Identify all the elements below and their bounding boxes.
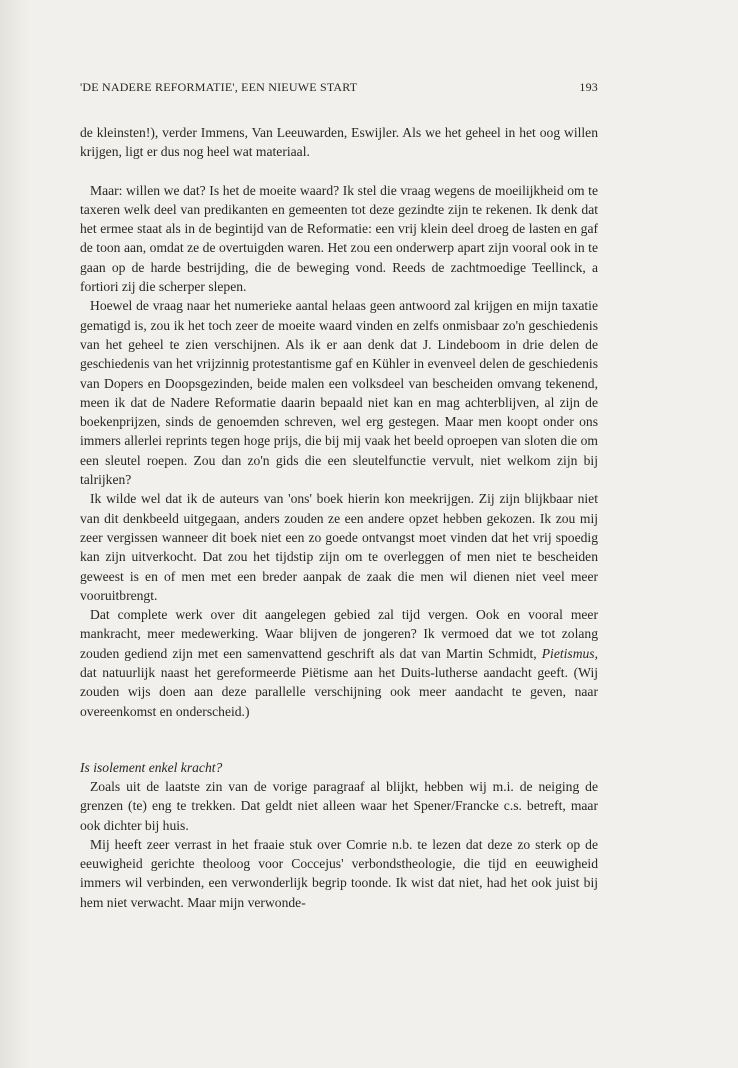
book-title-italic: Pietismus, (541, 645, 598, 661)
paragraph (80, 605, 598, 721)
page-number: 193 (579, 80, 598, 94)
book-page (80, 80, 598, 912)
scan-edge (0, 0, 30, 1068)
paragraph-text: Dat complete werk over dit aangelegen gebied zal tijd vergen. Ook en vooral meer mankracht, meer medewerking. Waar blijven de jongeren? Ik vermoed dat we tot zolang zouden gediend zijn met een samenvattend geschrift als dat van Martin Schmidt, (80, 607, 598, 661)
paragraph-continued: de kleinsten!), verder Immens, Van Leeuwarden, Eswijler. Als we het geheel in het oog willen krijgen, ligt er dus nog heel wat materiaal. (80, 125, 598, 160)
running-head (80, 80, 598, 95)
running-head-title: 'DE NADERE REFORMATIE', EEN NIEUWE START (80, 80, 358, 94)
paragraph: Mij heeft zeer verrast in het fraaie stuk over Comrie n.b. te lezen dat deze zo sterk op de eeuwigheid gerichte theoloog voor Coccejus' verbondstheologie, die tijd en eeuwigheid immers wil verbinden, een verwonderlijk begrip toonde. Ik wist dat niet, had het ook juist bij hem niet verwacht. Maar mijn verwonde- (80, 836, 598, 910)
paragraph: Maar: willen we dat? Is het de moeite waard? Ik stel die vraag wegens de moeilijkheid om te taxeren welk deel van predikanten en gemeenten tot deze gezindte zijn te rekenen. Ik denk dat het ermee staat als in de begintijd van de Reformatie: een vrij klein deel droeg de lasten en gaf de toon aan, omdat ze de overtuigden waren. Het zou een onderwerp apart zijn vooral ook in te gaan op de harde bestrijding, die de beweging vond. Reeds de zachtmoedige Teellinck, a fortiori zij die scherper slepen. (80, 182, 598, 295)
body-text (80, 123, 598, 912)
paragraph: Zoals uit de laatste zin van de vorige paragraaf al blijkt, hebben wij m.i. de neiging de grenzen (te) eng te trekken. Dat geldt niet alleen waar het Spener/Francke c.s. betreft, maar ook dichter bij huis. (80, 778, 598, 833)
paragraph: Hoewel de vraag naar het numerieke aantal helaas geen antwoord zal krijgen en mijn taxatie gematigd is, zou ik het toch zeer de moeite waard vinden en zelfs onmisbaar zo'n geschiedenis van het geheel te zien verschijnen. Als ik er aan denk dat J. Lindeboom in drie delen de geschiedenis van het vrijzinnig protestantisme gaf en Kühler in evenveel delen de geschiedenis van Dopers en Doopsgezinden, beide malen een volksdeel van bescheiden omvang tekenend, meen ik dat de Nadere Reformatie daarin bepaald niet kan en mag achterblijven, al zijn de boekenprijzen, sinds de genoemden schreven, wel erg gestegen. Maar men koopt onder ons immers allerlei reprints tegen hoge prijs, die bij mij vaak het beeld oproepen van sloten die om een sleutel roepen. Zou dan zo'n gids die een sleutelfunctie vervult, niet welkom zijn bij talrijken? (80, 298, 598, 488)
paragraph: Ik wilde wel dat ik de auteurs van 'ons' boek hierin kon meekrijgen. Zij zijn blijkbaar niet van dit denkbeeld uitgegaan, anders zouden ze een andere opzet hebben gekozen. Ik zou mij zeer vergissen wanneer dit boek niet een zo goede ontvangst moet vinden dat het vrij spoedig kan zijn uitverkocht. Dat zou het tijdstip zijn om te overleggen of men niet te bescheiden geweest is en of men met een breder aanpak de zaak die men wil dienen niet veel meer vooruitbrengt. (80, 491, 598, 603)
paragraph-text: dat natuurlijk naast het gereformeerde Piëtisme aan het Duits-lutherse aandacht geeft. (Wij zouden wijs doen aan deze parallelle verschijning ook meer aandacht te geven, naar overeenkomst en onderscheid.) (80, 665, 598, 719)
section-heading: Is isolement enkel kracht? (80, 759, 223, 775)
